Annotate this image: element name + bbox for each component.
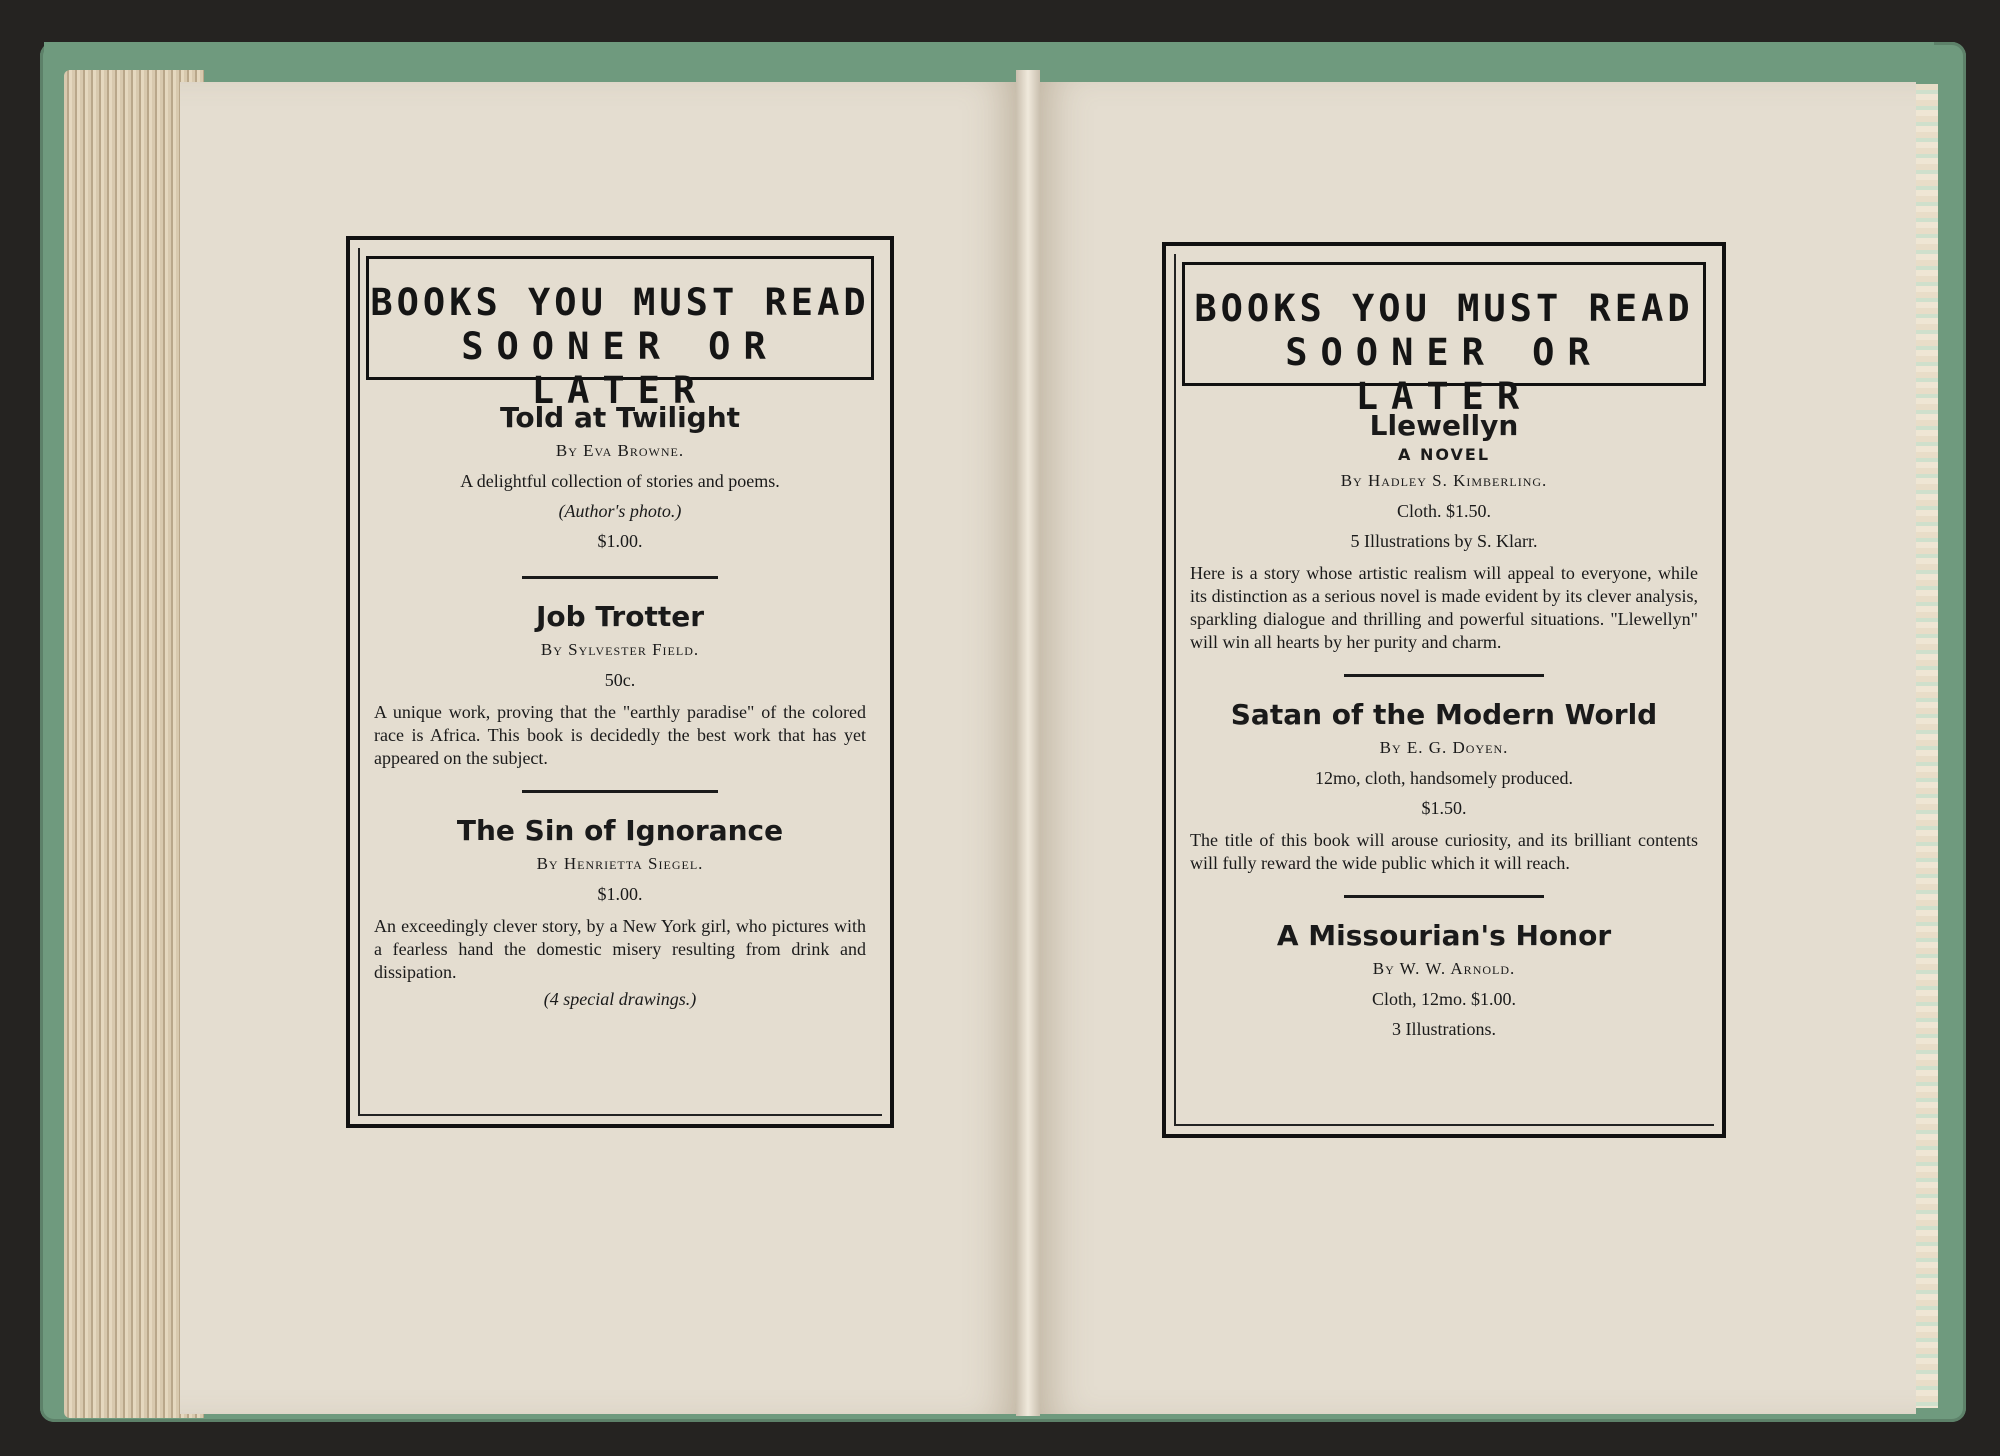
book-entry — [1186, 697, 1702, 875]
book-note: (Author's photo.) — [558, 501, 682, 521]
book-illustrations: 3 Illustrations. — [1392, 1019, 1496, 1039]
divider — [1344, 895, 1544, 898]
book-author: By Henrietta Siegel. — [536, 854, 704, 873]
book-author: By Sylvester Field. — [540, 640, 700, 659]
book-title: Job Trotter — [535, 600, 705, 633]
book-description: The title of this book will arouse curiosity, and its brilliant contents will fully reward the wide public which it will reach. — [1190, 830, 1698, 873]
book-gutter — [1016, 70, 1040, 1416]
book-binding: 12mo, cloth, handsomely produced. — [1315, 768, 1573, 788]
book-title: Llewellyn — [1369, 409, 1519, 442]
book-price: $1.00. — [597, 531, 643, 551]
book-entry — [370, 599, 870, 770]
book-illustrations: 5 Illustrations by S. Klarr. — [1350, 531, 1538, 551]
book-binding: Cloth. $1.50. — [1396, 501, 1491, 521]
book-author: By E. G. Doyen. — [1379, 738, 1509, 757]
book-title: Satan of the Modern World — [1230, 698, 1658, 731]
header-line-1: BOOKS YOU MUST READ — [370, 281, 870, 324]
book-price: $1.50. — [1421, 798, 1467, 818]
ad-header — [1182, 262, 1706, 418]
book-author: By Hadley S. Kimberling. — [1340, 471, 1548, 490]
ad-content — [370, 400, 870, 1014]
book-entry — [1186, 408, 1702, 654]
book-price: $1.00. — [597, 884, 643, 904]
book-binding: Cloth, 12mo. $1.00. — [1371, 989, 1516, 1009]
right-advertisement — [1162, 242, 1726, 1138]
book-title: A Missourian's Honor — [1276, 919, 1612, 952]
book-author: By W. W. Arnold. — [1372, 959, 1516, 978]
book-description: Here is a story whose artistic realism will appeal to everyone, while its distinction as a serious novel is made evident by its clever analysis, sparkling dialogue and thrilling and powerful situations. "Llewellyn" will win all hearts by her purity and charm. — [1190, 563, 1698, 652]
book-title: The Sin of Ignorance — [456, 814, 784, 847]
book-description: An exceedingly clever story, by a New York girl, who pictures with a fearless hand the domestic misery resulting from drink and dissipation. — [374, 916, 866, 982]
book-description: A unique work, proving that the "earthly paradise" of the colored race is Africa. This book is decidedly the best work that has yet appeared on the subject. — [374, 702, 866, 768]
book-price: 50c. — [604, 670, 636, 690]
left-advertisement — [346, 236, 894, 1128]
divider — [522, 790, 718, 793]
divider — [522, 576, 718, 579]
book-entry — [370, 400, 870, 556]
book-entry — [370, 813, 870, 1014]
book-note: (4 special drawings.) — [543, 989, 697, 1009]
header-line-2: SOONER OR LATER — [1285, 331, 1603, 418]
book-title: Told at Twilight — [499, 401, 741, 434]
book-subtitle: A NOVEL — [1397, 445, 1491, 464]
header-line-2: SOONER OR LATER — [461, 325, 779, 412]
ad-header — [366, 256, 874, 412]
book-author: By Eva Browne. — [555, 441, 685, 460]
book-entry — [1186, 918, 1702, 1044]
divider — [1344, 674, 1544, 677]
header-line-1: BOOKS YOU MUST READ — [1194, 287, 1694, 330]
book-description: A delightful collection of stories and poems. — [460, 471, 780, 491]
book-spine-top — [44, 42, 1934, 72]
ad-content — [1186, 408, 1702, 1044]
